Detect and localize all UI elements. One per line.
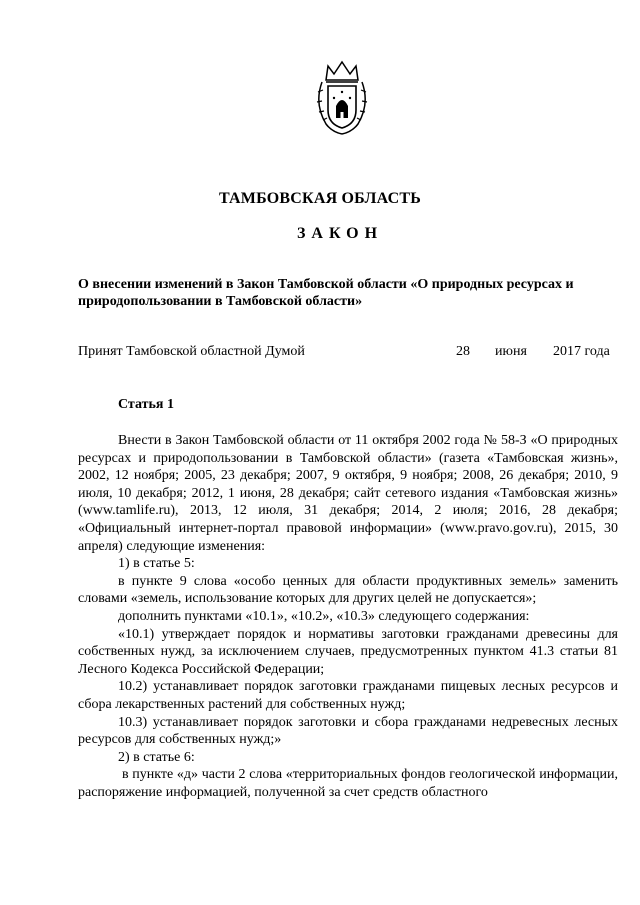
paragraph: «10.1) утверждает порядок и нормативы заготовки гражданами древесины для собственных нужд, за исключением случаев, предусмотренных пунктом 41.3 статьи 81 Лесного Кодекса Российской Федерации;: [78, 626, 618, 677]
article-body: [78, 432, 618, 801]
article-title: Статья 1: [118, 397, 174, 412]
paragraph: 10.3) устанавливает порядок заготовки и сбора гражданами недревесных лесных ресурсов для собственных нужд;»: [78, 714, 618, 748]
region-title: ТАМБОВСКАЯ ОБЛАСТЬ: [218, 190, 422, 207]
paragraph: в пункте «д» части 2 слова «территориальных фондов геологической информации, распоряжение информацией, полученной за счет средств областного: [78, 767, 618, 800]
adopted-year: 2017 года: [553, 344, 610, 359]
adopted-by: Принят Тамбовской областной Думой: [78, 344, 305, 359]
adopted-day: 28: [456, 344, 470, 359]
paragraph: дополнить пунктами «10.1», «10.2», «10.3» следующего содержания:: [118, 608, 530, 624]
adopted-month: июня: [495, 344, 527, 359]
paragraph: 1) в статье 5:: [118, 556, 195, 572]
paragraph: 2) в статье 6:: [118, 749, 195, 765]
paragraph: Внести в Закон Тамбовской области от 11 октября 2002 года № 58-З «О природных ресурсах и природопользовании в Тамбовской области» (газета «Тамбовская жизнь», 2002, 12 ноября; 2005, 23 декабря; 2007, 9 октября, 9 ноября; 2008, 26 декабря; 2010, 9 июля, 10 декабря; 2012, 1 июня, 28 декабря; сайт сетевого издания «Тамбовская жизнь» (www.tamlife.ru), 2013, 12 июля, 31 декабря; 2014, 2 июля; 2016, 28 декабря; «Официальный интернет-портал правовой информации» (www.pravo.gov.ru), 2015, 30 апреля) следующие изменения:: [78, 433, 618, 554]
coat-of-arms-icon: [312, 58, 372, 138]
document-type: ЗАКОН: [296, 225, 384, 242]
paragraph: 10.2) устанавливает порядок заготовки гражданами пищевых лесных ресурсов и сбора лекарственных растений для собственных нужд;: [78, 679, 618, 712]
paragraph: в пункте 9 слова «особо ценных для области продуктивных земель» заменить словами «земель, использование которых для других целей не допускается»;: [78, 573, 618, 607]
adoption-line: [78, 344, 618, 362]
law-subject: О внесении изменений в Закон Тамбовской области «О природных ресурсах и природопользовании в Тамбовской области»: [78, 277, 574, 309]
